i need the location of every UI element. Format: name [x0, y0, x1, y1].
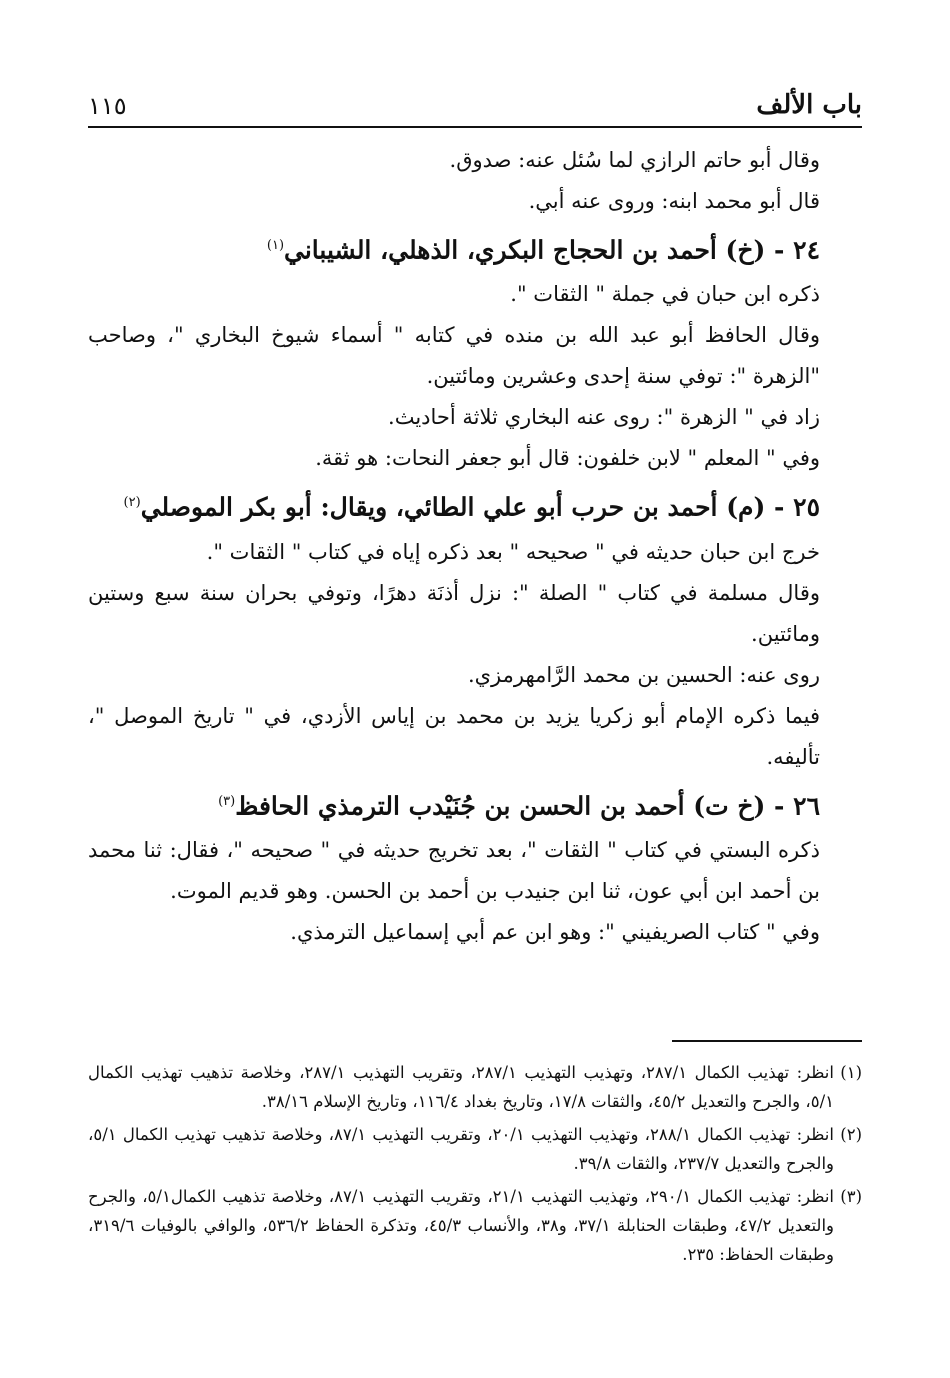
footnote: [88, 1182, 862, 1269]
running-head: باب الألف: [756, 90, 862, 120]
footnote-ref: (٢): [123, 495, 141, 511]
entry-title: ٢٥ - (م) أحمد بن حرب أبو علي الطائي، ويقال: أبو بكر الموصلي: [140, 492, 820, 522]
paragraph: وفي " كتاب الصريفيني ": وهو ابن عم أبي إسماعيل الترمذي.: [290, 919, 820, 944]
footnote-ref: (٣): [218, 793, 236, 809]
footnotes: [88, 1058, 862, 1273]
paragraph: فيما ذكره الإمام أبو زكريا يزيد بن محمد بن إياس الأزدي، في " تاريخ الموصل "، تأليفه.: [88, 703, 820, 769]
entry-heading: [88, 222, 840, 274]
main-text: [88, 140, 840, 953]
footnote-number: (٢): [840, 1125, 862, 1144]
paragraph: خرج ابن حبان حديثه في " صحيحه " بعد ذكره إياه في كتاب " الثقات ".: [206, 539, 820, 564]
paragraph: وقال مسلمة في كتاب " الصلة ": نزل أذنَة دهرًا، وتوفي بحران سنة سبع وستين ومائتين.: [88, 580, 820, 646]
footnote-text: انظر: تهذيب الكمال ٢٨٧/١، وتهذيب التهذيب ٢٨٧/١، وتقريب التهذيب ٢٨٧/١، وخلاصة تذهيب تهذيب الكمال ٥/١، والجرح والتعديل ٤٥/٢، والثقات ١٧/٨، وتاريخ بغداد ١١٦/٤، وتاريخ الإسلام ٣٨/١٦.: [88, 1063, 834, 1111]
entry-heading: [88, 479, 840, 531]
footnote-number: (٣): [840, 1187, 862, 1206]
footnote: [88, 1120, 862, 1178]
footnote-ref: (١): [266, 238, 285, 253]
page-number: ١١٥: [88, 92, 127, 120]
paragraph: وقال الحافظ أبو عبد الله بن منده في كتابه " أسماء شيوخ البخاري "، وصاحب "الزهرة ": توفي سنة إحدى وعشرين ومائتين.: [88, 323, 820, 389]
footnote: [88, 1058, 862, 1116]
paragraph: وفي " المعلم " لابن خلفون: قال أبو جعفر النحات: هو ثقة.: [315, 446, 820, 471]
paragraph: ذكره البستي في كتاب " الثقات "، بعد تخريج حديثه في " صحيحه "، فقال: ثنا محمد بن أحمد ابن أبي عون، ثنا ابن جنيدب بن أحمد بن الحسن. وهو قديم الموت.: [88, 837, 820, 903]
page-header: [88, 80, 862, 128]
entry-heading: [88, 778, 840, 830]
footnote-divider: [672, 1040, 862, 1042]
footnote-number: (١): [840, 1063, 862, 1082]
entry-title: ٢٤ - (خ) أحمد بن الحجاج البكري، الذهلي، الشيباني: [284, 235, 820, 265]
footnote-text: انظر: تهذيب الكمال ٢٩٠/١، وتهذيب التهذيب ٢١/١، وتقريب التهذيب ٨٧/١، وخلاصة تذهيب الكمال٥/١، والجرح والتعديل ٤٧/٢، وطبقات الحنابلة ٣٧/١، و٣٨، والأنساب ٤٥/٣، وتذكرة الحفاظ ٥٣٦/٢، والوافي بالوفيات ٣١٩/٦، وطبقات الحفاظ: ٢٣٥.: [88, 1187, 835, 1264]
paragraph: قال أبو محمد ابنه: وروى عنه أبي.: [528, 189, 820, 213]
footnote-text: انظر: تهذيب الكمال ٢٨٨/١، وتهذيب التهذيب ٢٠/١، وتقريب التهذيب ٨٧/١، وخلاصة تذهيب تهذيب الكمال ٥/١، والجرح والتعديل ٢٣٧/٧، والثقات ٣٩/٨.: [88, 1125, 834, 1173]
paragraph: ذكره ابن حبان في جملة " الثقات ".: [510, 282, 820, 307]
paragraph: روى عنه: الحسين بن محمد الرَّامهرمزي.: [467, 662, 820, 687]
paragraph: زاد في " الزهرة ": روى عنه البخاري ثلاثة أحاديث.: [388, 405, 820, 430]
entry-title: ٢٦ - (خ ت) أحمد بن الحسن بن جُنَيْدب الترمذي الحافظ: [235, 790, 820, 820]
paragraph: وقال أبو حاتم الرازي لما سُئل عنه: صدوق.: [449, 148, 820, 172]
